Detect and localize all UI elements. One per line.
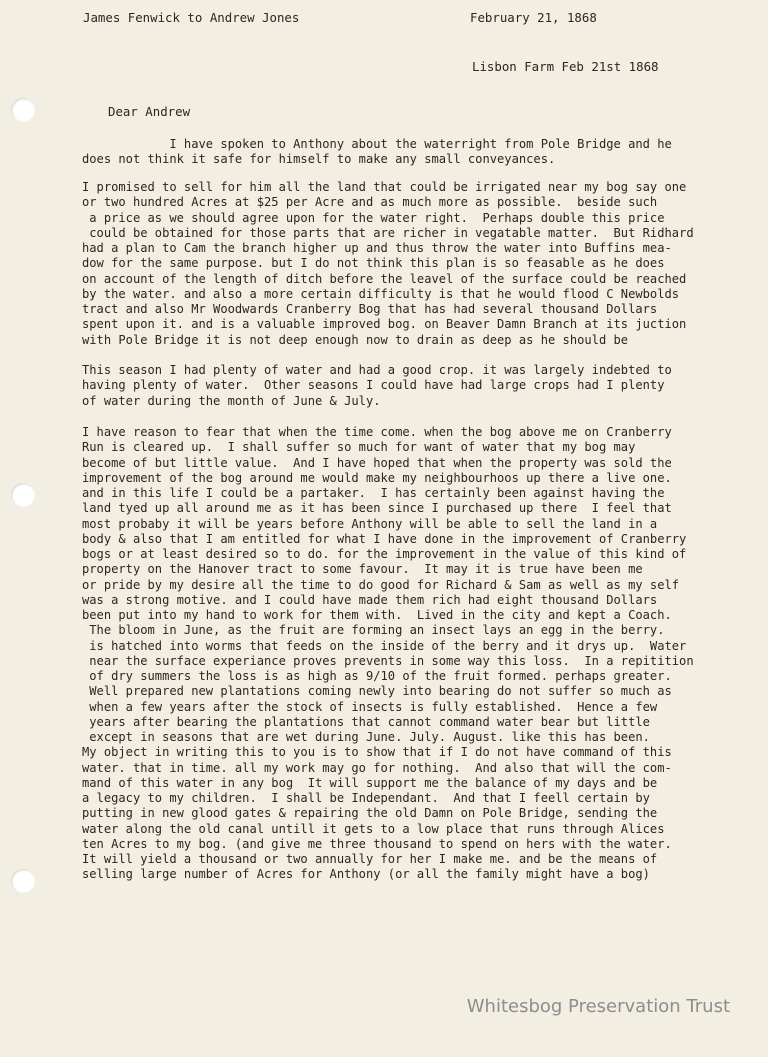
paragraph xyxy=(82,425,732,883)
text-line: I have reason to fear that when the time come. when the bog above me on Cranberry xyxy=(82,425,672,439)
watermark: Whitesbog Preservation Trust xyxy=(466,996,730,1017)
paragraph xyxy=(82,137,732,168)
text-line: could be obtained for those parts that are richer in vegatable matter. But Ridhard xyxy=(82,225,694,240)
text-line: a legacy to my children. I shall be Independant. And that I feell certain by xyxy=(82,791,650,805)
text-line: This season I had plenty of water and had a good crop. it was largely indebted to xyxy=(82,363,672,377)
paragraph xyxy=(82,363,732,409)
text-line: was a strong motive. and I could have made them rich had eight thousand Dollars xyxy=(82,592,658,607)
text-line: or two hundred Acres at $25 per Acre and as much more as possible. beside such xyxy=(82,195,658,210)
text-line: by the water. and also a more certain difficulty is that he would flood C Newbolds xyxy=(82,286,680,301)
text-line: water along the old canal untill it gets to a low place that runs through Alices xyxy=(82,821,665,836)
text-line: with Pole Bridge it is not deep enough now to drain as deep as he should be xyxy=(82,332,629,347)
text-line: improvement of the bog around me would make my neighbourhoos up there a live one. xyxy=(82,470,672,485)
text-line: having plenty of water. Other seasons I could have had large crops had I plenty xyxy=(82,378,665,393)
text-line: or pride by my desire all the time to do good for Richard & Sam as well as my self xyxy=(82,577,680,592)
text-line: The bloom in June, as the fruit are forming an insect lays an egg in the berry. xyxy=(82,623,665,638)
text-line: on account of the length of ditch before the leavel of the surface could be reached xyxy=(82,271,687,286)
text-line: is hatched into worms that feeds on the inside of the berry and it drys up. Water xyxy=(82,638,687,653)
punch-hole xyxy=(11,869,35,893)
text-line: ten Acres to my bog. (and give me three thousand to spend on hers with the water. xyxy=(82,836,672,851)
text-line: of dry summers the loss is as high as 9/10 of the fruit formed. perhaps greater. xyxy=(82,669,672,683)
text-line: property on the Hanover tract to some favour. It may it is true have been me xyxy=(82,562,643,577)
text-line: I promised to sell for him all the land that could be irrigated near my bog say one xyxy=(82,180,687,194)
header-correspondents: James Fenwick to Andrew Jones xyxy=(83,10,300,25)
text-line: a price as we should agree upon for the water right. Perhaps double this price xyxy=(82,210,665,225)
text-line: putting in new glood gates & repairing the old Damn on Pole Bridge, sending the xyxy=(82,806,658,821)
text-line: Run is cleared up. I shall suffer so much for want of water that my bog may xyxy=(82,440,636,455)
text-line: selling large number of Acres for Anthony (or all the family might have a bog) xyxy=(82,867,650,882)
paragraph xyxy=(82,180,732,348)
text-line: near the surface experiance proves prevents in some way this loss. In a repitition xyxy=(82,653,694,668)
text-line: tract and also Mr Woodwards Cranberry Bog that has had several thousand Dollars xyxy=(82,302,658,316)
text-line: mand of this water in any bog It will support me the balance of my days and be xyxy=(82,775,658,790)
punch-hole xyxy=(11,483,35,507)
text-line: I have spoken to Anthony about the waterright from Pole Bridge and he xyxy=(82,137,672,151)
text-line: been put into my hand to work for them with. Lived in the city and kept a Coach. xyxy=(82,608,672,622)
salutation: Dear Andrew xyxy=(108,104,191,119)
text-line: and in this life I could be a partaker. I has certainly been against having the xyxy=(82,486,665,500)
text-line: years after bearing the plantations that cannot command water bear but little xyxy=(82,714,650,729)
text-line: water. that in time. all my work may go for nothing. And also that will the com- xyxy=(82,760,672,775)
text-line: except in seasons that are wet during June. July. August. like this has been. xyxy=(82,730,650,744)
text-line: had a plan to Cam the branch higher up and thus throw the water into Buffins mea- xyxy=(82,241,672,255)
text-line: become of but little value. And I have hoped that when the property was sold the xyxy=(82,455,672,470)
text-line: Well prepared new plantations coming newly into bearing do not suffer so much as xyxy=(82,684,672,699)
text-line: when a few years after the stock of insects is fully established. Hence a few xyxy=(82,699,658,714)
header-date: February 21, 1868 xyxy=(470,10,597,25)
text-line: body & also that I am entitled for what I have done in the improvement of Cranberry xyxy=(82,531,687,546)
text-line: spent upon it. and is a valuable improved bog. on Beaver Damn Branch at its juction xyxy=(82,317,687,332)
text-line: most probaby it will be years before Anthony will be able to sell the land in a xyxy=(82,516,658,531)
text-line: does not think it safe for himself to make any small conveyances. xyxy=(82,152,556,167)
punch-hole xyxy=(11,98,35,122)
text-line: dow for the same purpose. but I do not think this plan is so feasable as he does xyxy=(82,256,665,271)
text-line: It will yield a thousand or two annually for her I make me. and be the means of xyxy=(82,852,658,866)
text-line: bogs or at least desired so to do. for the improvement in the value of this kind of xyxy=(82,547,687,561)
text-line: My object in writing this to you is to show that if I do not have command of this xyxy=(82,745,672,760)
text-line: of water during the month of June & July. xyxy=(82,393,381,408)
place-and-date: Lisbon Farm Feb 21st 1868 xyxy=(472,59,659,74)
text-line: land tyed up all around me as it has been since I purchased up there I feel that xyxy=(82,501,672,516)
